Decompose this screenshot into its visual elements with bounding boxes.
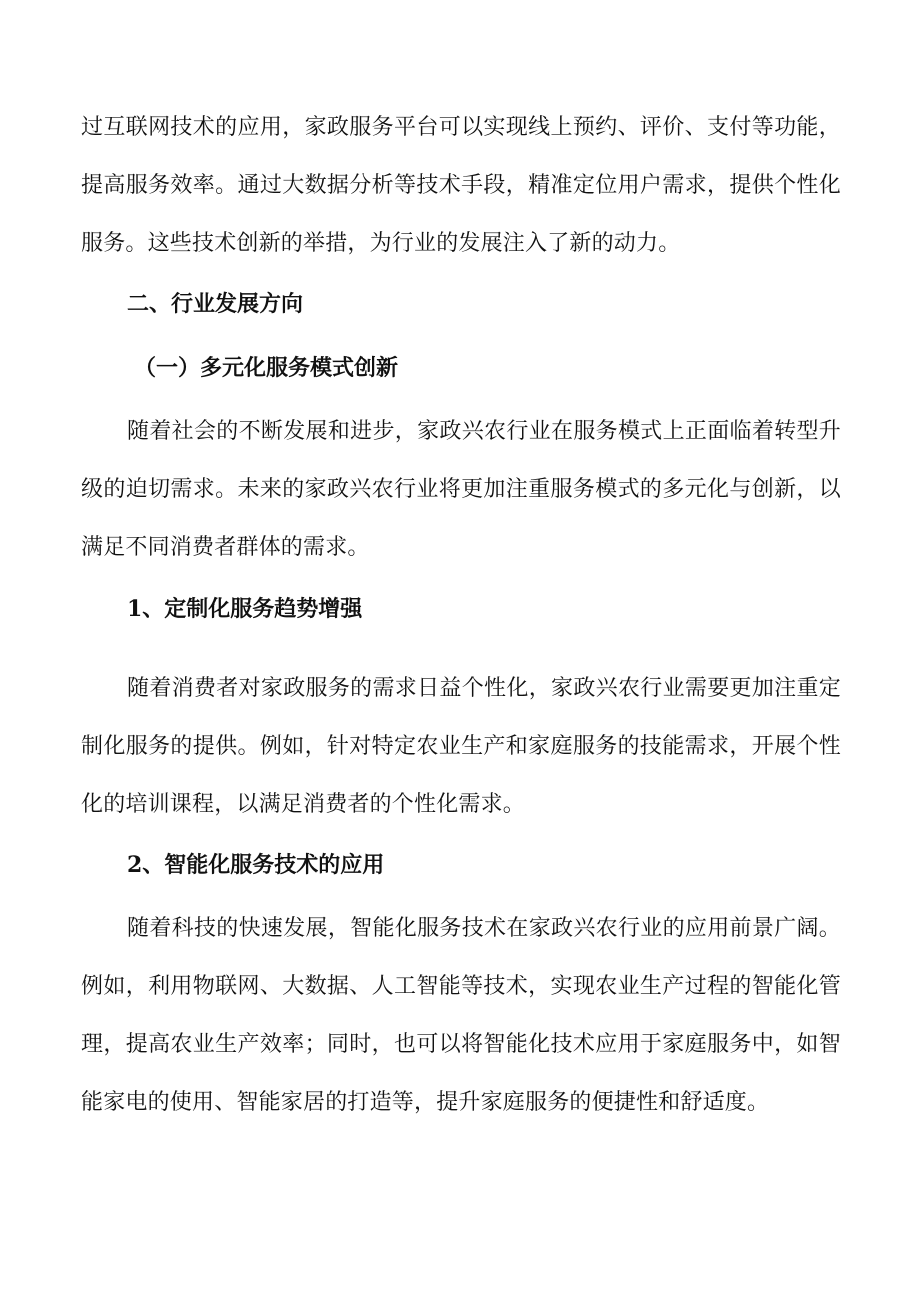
subsection-heading: （一）多元化服务模式创新	[134, 355, 399, 381]
section-heading: 二、行业发展方向	[127, 291, 304, 317]
body-paragraph-intro: 过互联网技术的应用，家政服务平台可以实现线上预约、评价、支付等功能，提高服务效率。通过大数据分析等技术手段，精准定位用户需求，提供个性化服务。这些技术创新的举措，为行业的发展注入了新的动力。	[81, 115, 841, 256]
body-paragraph-customization: 随着消费者对家政服务的需求日益个性化，家政兴农行业需要更加注重定制化服务的提供。例如，针对特定农业生产和家庭服务的技能需求，开展个性化的培训课程，以满足消费者的个性化需求。	[81, 676, 841, 817]
item-heading-intelligent-service: 2、智能化服务技术的应用	[127, 852, 385, 878]
body-paragraph-intelligent-service: 随着科技的快速发展，智能化服务技术在家政兴农行业的应用前景广阔。例如，利用物联网、大数据、人工智能等技术，实现农业生产过程的智能化管理，提高农业生产效率；同时，也可以将智能化技术应用于家庭服务中，如智能家电的使用、智能家居的打造等，提升家庭服务的便捷性和舒适度。	[81, 916, 841, 1115]
item-heading-customization: 1、定制化服务趋势增强	[127, 596, 363, 622]
body-paragraph-service-model: 随着社会的不断发展和进步，家政兴农行业在服务模式上正面临着转型升级的迫切需求。未来的家政兴农行业将更加注重服务模式的多元化与创新，以满足不同消费者群体的需求。	[81, 419, 841, 560]
